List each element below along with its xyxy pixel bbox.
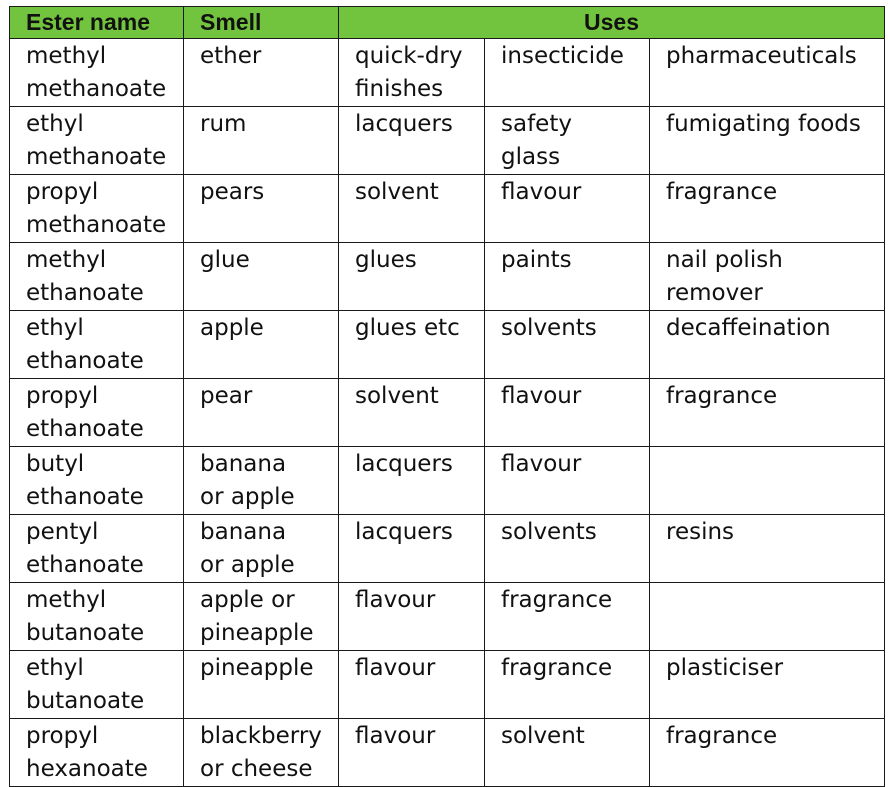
- use-cell-text: flavour: [355, 587, 436, 613]
- use-cell: [650, 719, 885, 787]
- use-cell: [485, 515, 650, 583]
- smell-cell: [184, 243, 339, 311]
- use-cell: [339, 311, 485, 379]
- ester-name-cell-text: ethyl methanoate: [26, 111, 167, 170]
- ester-name-cell: [10, 719, 184, 787]
- use-cell-text: fragrance: [501, 655, 613, 681]
- use-cell: [339, 175, 485, 243]
- ester-name-cell: [10, 107, 184, 175]
- use-cell-text: flavour: [501, 179, 582, 205]
- table-row: [10, 447, 885, 515]
- use-cell-text: flavour: [355, 723, 436, 749]
- use-cell: [339, 243, 485, 311]
- smell-cell: [184, 651, 339, 719]
- use-cell-text: glues: [355, 247, 417, 273]
- use-cell: [485, 719, 650, 787]
- smell-cell-text: rum: [200, 111, 247, 137]
- table-row: [10, 107, 885, 175]
- table-row: [10, 311, 885, 379]
- ester-name-cell-text: pentyl ethanoate: [26, 519, 144, 578]
- use-cell: [650, 107, 885, 175]
- use-cell-text: fragrance: [666, 383, 778, 409]
- use-cell-text: resins: [666, 519, 735, 545]
- use-cell: [650, 175, 885, 243]
- use-cell-text: solvent: [501, 723, 585, 749]
- use-cell: [650, 379, 885, 447]
- use-cell-text: solvent: [355, 383, 439, 409]
- use-cell: [485, 39, 650, 107]
- smell-cell-text: apple or pineapple: [200, 587, 314, 646]
- ester-name-cell: [10, 175, 184, 243]
- use-cell: [650, 39, 885, 107]
- ester-name-cell: [10, 39, 184, 107]
- use-cell-text: lacquers: [355, 451, 453, 477]
- ester-name-cell: [10, 515, 184, 583]
- table-row: [10, 583, 885, 651]
- use-cell-text: fragrance: [666, 179, 778, 205]
- use-cell: [339, 447, 485, 515]
- use-cell: [339, 719, 485, 787]
- use-cell-text: insecticide: [501, 43, 624, 69]
- use-cell-text: solvent: [355, 179, 439, 205]
- use-cell: [485, 651, 650, 719]
- ester-name-cell: [10, 311, 184, 379]
- smell-cell: [184, 719, 339, 787]
- use-cell-text: lacquers: [355, 519, 453, 545]
- use-cell-text: fragrance: [666, 723, 778, 749]
- use-cell: [339, 39, 485, 107]
- use-cell: [650, 583, 885, 651]
- use-cell-text: plasticiser: [666, 655, 784, 681]
- smell-cell-text: pears: [200, 179, 265, 205]
- use-cell: [339, 379, 485, 447]
- ester-name-cell-text: propyl hexanoate: [26, 723, 148, 782]
- ester-name-cell-text: methyl ethanoate: [26, 247, 144, 306]
- smell-cell: [184, 311, 339, 379]
- smell-cell-text: banana or apple: [200, 519, 295, 578]
- use-cell-text: glues etc: [355, 315, 460, 341]
- smell-cell: [184, 583, 339, 651]
- ester-name-cell-text: methyl methanoate: [26, 43, 167, 102]
- table-row: [10, 515, 885, 583]
- ester-table: [9, 6, 885, 787]
- use-cell: [650, 651, 885, 719]
- ester-name-cell-text: ethyl ethanoate: [26, 315, 144, 374]
- use-cell: [485, 447, 650, 515]
- use-cell-text: decaffeination: [666, 315, 831, 341]
- column-header-smell: Smell: [184, 7, 339, 39]
- ester-name-cell-text: butyl ethanoate: [26, 451, 144, 510]
- smell-cell: [184, 447, 339, 515]
- smell-cell: [184, 175, 339, 243]
- smell-cell-text: pear: [200, 383, 253, 409]
- use-cell: [650, 311, 885, 379]
- use-cell: [485, 243, 650, 311]
- table-row: [10, 379, 885, 447]
- ester-name-cell-text: methyl butanoate: [26, 587, 145, 646]
- use-cell: [485, 311, 650, 379]
- ester-table-container: [9, 6, 885, 787]
- use-cell-text: paints: [501, 247, 572, 273]
- ester-name-cell: [10, 379, 184, 447]
- smell-cell: [184, 107, 339, 175]
- use-cell: [485, 175, 650, 243]
- use-cell-text: flavour: [501, 451, 582, 477]
- ester-name-cell: [10, 583, 184, 651]
- ester-name-cell-text: propyl methanoate: [26, 179, 167, 238]
- column-header-uses: Uses: [339, 7, 885, 39]
- smell-cell: [184, 515, 339, 583]
- ester-name-cell-text: propyl ethanoate: [26, 383, 144, 442]
- smell-cell-text: apple: [200, 315, 264, 341]
- use-cell: [485, 379, 650, 447]
- use-cell: [650, 515, 885, 583]
- ester-name-cell: [10, 651, 184, 719]
- smell-cell-text: pineapple: [200, 655, 314, 681]
- ester-name-cell: [10, 447, 184, 515]
- use-cell: [339, 515, 485, 583]
- table-row: [10, 719, 885, 787]
- use-cell-text: fragrance: [501, 587, 613, 613]
- smell-cell-text: ether: [200, 43, 262, 69]
- table-body: [10, 39, 885, 787]
- smell-cell-text: banana or apple: [200, 451, 295, 510]
- table-row: [10, 39, 885, 107]
- use-cell-text: pharmaceuticals: [666, 43, 857, 69]
- use-cell-text: solvents: [501, 519, 597, 545]
- table-row: [10, 651, 885, 719]
- use-cell-text: fumigating foods: [666, 111, 861, 137]
- use-cell-text: quick-dry finishes: [355, 43, 463, 102]
- use-cell-text: safety glass: [501, 111, 572, 170]
- use-cell: [339, 583, 485, 651]
- use-cell: [485, 107, 650, 175]
- use-cell-text: lacquers: [355, 111, 453, 137]
- ester-name-cell: [10, 243, 184, 311]
- smell-cell: [184, 39, 339, 107]
- use-cell-text: flavour: [355, 655, 436, 681]
- column-header-ester-name: Ester name: [10, 7, 184, 39]
- use-cell: [650, 243, 885, 311]
- smell-cell-text: glue: [200, 247, 250, 273]
- use-cell-text: solvents: [501, 315, 597, 341]
- use-cell: [339, 651, 485, 719]
- smell-cell: [184, 379, 339, 447]
- use-cell: [339, 107, 485, 175]
- table-row: [10, 175, 885, 243]
- use-cell: [485, 583, 650, 651]
- use-cell-text: nail polish remover: [666, 247, 783, 306]
- ester-name-cell-text: ethyl butanoate: [26, 655, 145, 714]
- smell-cell-text: blackberry or cheese: [200, 723, 322, 782]
- use-cell-text: flavour: [501, 383, 582, 409]
- use-cell: [650, 447, 885, 515]
- header-row: [10, 7, 885, 39]
- table-row: [10, 243, 885, 311]
